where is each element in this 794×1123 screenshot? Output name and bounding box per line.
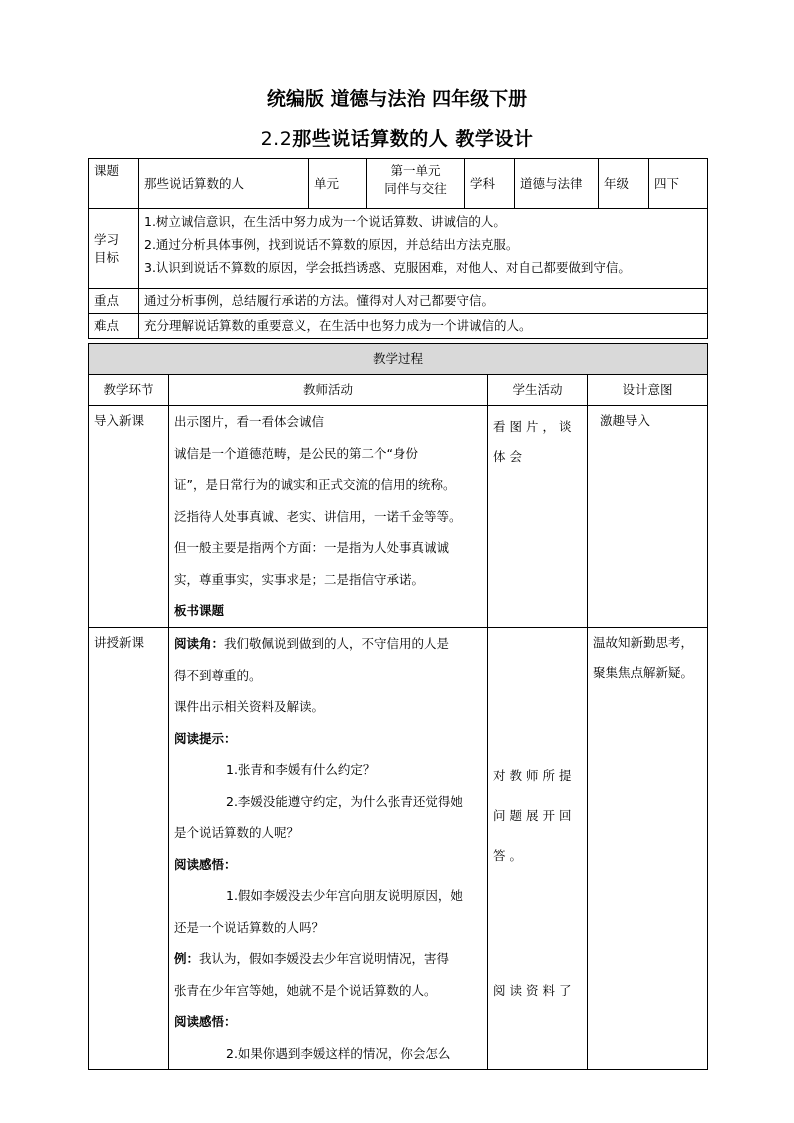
process-header: 教学过程 <box>89 344 708 375</box>
goal-item: 2.通过分析具体事例，找到说话不算数的原因，并总结出方法克服。 <box>144 237 519 252</box>
teacher-line: 1.张青和李媛有什么约定？ <box>226 762 376 777</box>
lesson-name: 那些说话算数的人 教学设计 <box>292 128 534 150</box>
teacher-line: 2.如果你遇到李媛这样的情况，你会怎么 <box>226 1045 451 1061</box>
board-title: 板书课题 <box>174 603 225 618</box>
teacher-line: 泛指待人处事真诚、老实、讲信用，一诺千金等等。 <box>174 508 462 524</box>
teacher-line: 课件出示相关资料及解读。 <box>174 699 325 714</box>
goal-label-line2: 目标 <box>94 249 120 265</box>
student-activity-new <box>488 628 588 1070</box>
goal-item: 3.认识到说话不算数的原因，学会抵挡诱惑、克服困难，对他人、对自己都要做到守信。 <box>144 260 631 275</box>
reading-corner-label: 阅读角： <box>174 636 225 651</box>
reading-feel-label: 阅读感悟： <box>174 1014 237 1029</box>
design-line: 聚集焦点解新疑。 <box>593 665 694 680</box>
topic-value: 那些说话算数的人 <box>139 159 309 209</box>
teacher-line: 还是一个说话算数的人吗？ <box>174 919 325 935</box>
design-intro: 激趣导入 <box>588 406 708 628</box>
col-design: 设计意图 <box>588 375 708 406</box>
stage-intro: 导入新课 <box>89 406 169 628</box>
teacher-line: 诚信是一个道德范畴，是公民的第二个“身份 <box>174 445 418 461</box>
student-line: 看图片，谈 <box>493 419 576 434</box>
example-text: 我认为，假如李媛没去少年宫说明情况，害得 <box>199 951 450 966</box>
topic-label: 课题 <box>89 159 139 209</box>
document-title: 统编版 道德与法治 四年级下册 <box>266 88 528 110</box>
unit-value-line1: 第一单元 <box>390 163 441 178</box>
student-activity-intro <box>488 406 588 628</box>
lesson-info-table <box>88 158 708 339</box>
difficulty-value: 充分理解说话算数的重要意义，在生活中也努力成为一个讲诚信的人。 <box>139 314 708 339</box>
goal-label-line1: 学习 <box>94 232 120 247</box>
teacher-line: 张青在少年宫等她，她就不是个说话算数的人。 <box>174 982 437 998</box>
reading-feel-label: 阅读感悟： <box>174 856 237 872</box>
goal-item: 1.树立诚信意识，在生活中努力成为一个说话算数、讲诚信的人。 <box>144 214 506 229</box>
grade-value: 四下 <box>649 159 708 209</box>
teacher-line: 2.李媛没能遵守约定，为什么张青还觉得她 <box>226 793 463 809</box>
teacher-line: 1.假如李媛没去少年宫向朋友说明原因，她 <box>226 888 463 903</box>
unit-value-line2: 同伴与交往 <box>384 180 447 196</box>
col-teacher: 教师活动 <box>169 375 488 406</box>
grade-label: 年级 <box>599 159 649 209</box>
teaching-process-table <box>88 343 708 1070</box>
table-row <box>89 406 708 628</box>
teacher-line: 出示图片，看一看体会诚信 <box>174 414 325 429</box>
lesson-number: 2.2 <box>260 128 293 150</box>
key-point-value: 通过分析事例，总结履行承诺的方法。懂得对人对己都要守信。 <box>139 289 708 314</box>
stage-new: 讲授新课 <box>89 628 169 1070</box>
design-new <box>588 628 708 1070</box>
goal-label <box>89 209 139 289</box>
goal-list <box>139 209 708 289</box>
student-line: 体会 <box>493 449 527 464</box>
student-line: 阅读资料了 <box>493 983 576 998</box>
student-line: 问题展开回 <box>493 808 576 823</box>
col-student: 学生活动 <box>488 375 588 406</box>
lesson-title <box>0 124 794 151</box>
teacher-activity-new <box>169 628 488 1070</box>
student-line: 对教师所提 <box>493 768 576 783</box>
unit-value <box>367 159 465 209</box>
key-point-label: 重点 <box>89 289 139 314</box>
col-stage: 教学环节 <box>89 375 169 406</box>
teacher-line: 实，尊重事实，实事求是；二是指信守承诺。 <box>174 571 425 587</box>
subject-label: 学科 <box>465 159 515 209</box>
teacher-line: 是个说话算数的人呢？ <box>174 825 300 840</box>
teacher-line: 但一般主要是指两个方面：一是指为人处事真诚诚 <box>174 540 450 555</box>
subject-value: 道德与法律 <box>515 159 599 209</box>
table-row <box>89 628 708 1070</box>
unit-label: 单元 <box>309 159 367 209</box>
teacher-line: 证”，是日常行为的诚实和正式交流的信用的统称。 <box>174 477 456 492</box>
difficulty-label: 难点 <box>89 314 139 339</box>
design-line: 温故知新勤思考， <box>593 635 694 650</box>
reading-corner-text: 我们敬佩说到做到的人，不守信用的人是 <box>224 636 450 651</box>
teacher-line: 得不到尊重的。 <box>174 667 262 683</box>
student-line: 答。 <box>493 848 527 863</box>
teacher-activity-intro <box>169 406 488 628</box>
reading-hint-label: 阅读提示： <box>174 730 237 746</box>
example-label: 例： <box>174 951 200 966</box>
